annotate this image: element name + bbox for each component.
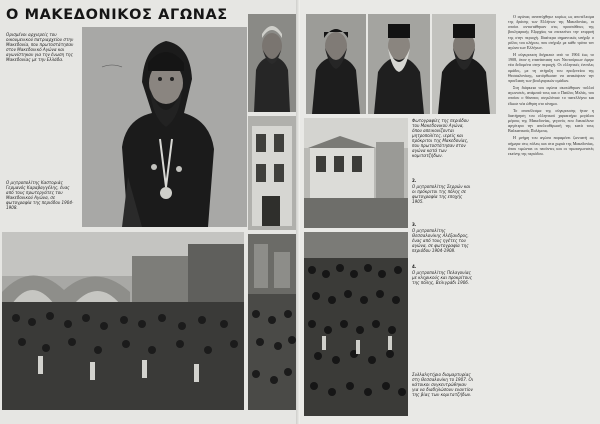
body-paragraph: Στη διάρκεια του αγώνα σκοτώθηκαν πολλοί αγωνιστές, ανάμεσά τους και ο Παύλος Μελάς, του οποίου ο θάνατος συγκλόνισε το πανελλήνιο και έδωσε νέα ώθηση στο κίνημα. — [508, 85, 594, 106]
town-street-photo — [304, 118, 408, 228]
body-paragraph: Ο αγώνας αναπτύχθηκε κυρίως ως αποτέλεσμα της δράσης των Ελλήνων της Μακεδονίας, οι οποίοι αντιστάθηκαν στις προσπάθειες της βουλγαρικής Εξαρχίας να επεκτείνει την επιρροή της στην περιοχή. Ιδιαίτερα σημαντικός υπήρξε ο ρόλος του κλήρου, που στήριξε με κάθε τρόπο τον αγώνα των Ελλήνων. — [508, 14, 594, 50]
right-page — [300, 0, 600, 424]
article-title: Ο ΜΑΚΕΔΟΝΙΚΟΣ ΑΓΩΝΑΣ — [6, 7, 228, 23]
bridge-crowd-photo — [2, 232, 244, 410]
metropolitan-portrait-photo — [82, 27, 247, 227]
clergy-portrait-3 — [432, 14, 496, 114]
caption-4-number: 4. — [412, 264, 417, 269]
caption-right-top: Φωτογραφίες της περιόδου του Μακεδονικού Αγώνα, όπου απεικονίζονται μητροπολίτες, ιερείς και πρόκριτοι της Μακεδονίας, που πρωτοστάτησαν στον αγώνα κατά των κομιτατζήδων. — [412, 118, 469, 159]
body-paragraph: Η σύγκρουση διήρκεσε από το 1904 έως το 1908, όταν η επανάσταση των Νεοτούρκων έφερε νέα δεδομένα στην περιοχή. Οι ελληνικές ένοπλες ομάδες, με τη στήριξη του προξενείου της Θεσσαλονίκης, κατόρθωσαν να ανακόψουν την προέλαση των βουλγαρικών ομάδων. — [508, 52, 594, 83]
caption-3: Ο μητροπολίτης Θεσσαλονίκης Αλέξανδρος, ένας από τους ηγέτες του αγώνα, σε φωτογραφία της περιόδου 1904-1908. — [412, 228, 469, 254]
caption-4: Ο μητροπολίτης Πελαγονίας με κληρικούς και προκρίτους της πόλης, Βελιγράδι 1906. — [412, 270, 473, 286]
caption-metropolitan: Ο μητροπολίτης Καστοριάς Γερμανός Καραβαγγέλης, ένας από τους πρωτεργάτες του Μακεδονικού Αγώνα, σε φωτογραφία της περιόδου 1904-1908. — [6, 180, 74, 211]
clergy-portrait-2 — [368, 14, 430, 114]
caption-2: Ο μητροπολίτης Σερρών και οι πρόκριτοι της πόλης σε φωτογραφία της εποχής 1905. — [412, 184, 471, 205]
priest-portrait-strip — [248, 14, 296, 112]
body-paragraph: Το αποτέλεσμα της σύγκρουσης ήταν η διατήρηση του ελληνικού χαρακτήρα μεγάλου μέρους της Μακεδονίας, γεγονός που διευκόλυνε αργότερα την απελευθέρωσή της κατά τους Βαλκανικούς Πολέμους. — [508, 107, 594, 134]
body-paragraph: Η μνήμη του αγώνα παραμένει ζωντανή ως σήμερα στις πόλεις και στα χωριά της Μακεδονίας, όπου τιμώνται οι πεσόντες και οι πρωταγωνιστές εκείνης της περιόδου. — [508, 135, 594, 156]
caption-2-number: 2. — [412, 178, 417, 183]
caption-portraits: Ορισμένοι αρχιερείς του οικουμενικού πατριαρχείου στην Μακεδονία, που πρωτοστάτησαν στον Μακεδονικό Αγώνα και αγωνίστηκαν για την ένωση της Μακεδονίας με την Ελλάδα. — [6, 32, 74, 63]
strip-photo-bottom — [248, 234, 296, 410]
caption-crowd: Συλλαλητήριο διαμαρτυρίας στη Θεσσαλονίκη το 1907. Οι κάτοικοι συγκεντρώθηκαν για να διαδηλώσουν εναντίον της βίας των κομιτατζήδων. — [412, 372, 474, 398]
article-body — [508, 14, 594, 412]
clergy-portrait-1 — [306, 14, 366, 114]
building-strip-photo — [248, 116, 296, 230]
crowd-demonstration-photo — [304, 232, 408, 416]
caption-3-number: 3. — [412, 222, 417, 227]
